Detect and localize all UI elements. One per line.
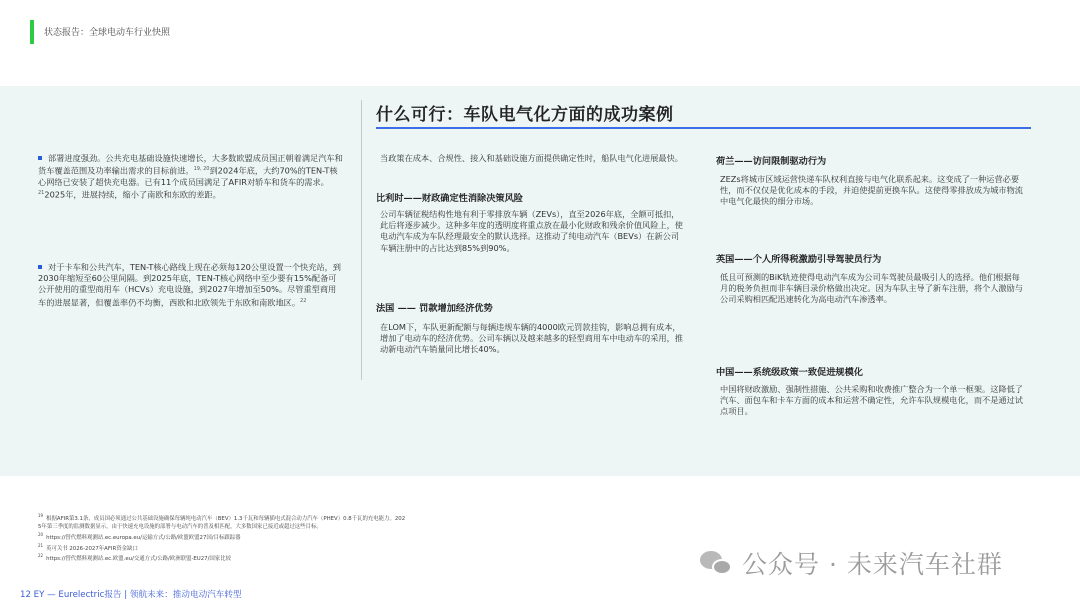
page-footer: 12 EY — Eurelectric报告 | 领航未来：推动电动汽车转型: [20, 590, 242, 600]
footnote-number: 20: [38, 531, 44, 537]
case-body-belgium: 公司车辆征税结构性地有利于零排放车辆（ZEVs），直至2026年底，全额可抵扣，此后将逐步减少。这种多年度的透明度将重点放在最小化财政和残余价值风险上，使电动汽车成为车队经理最安全的默认选择。这推动了纯电动汽车（BEVs）在新公司车辆注册中的占比达到85%到90%。: [380, 209, 683, 253]
case-body-netherlands: ZEZs将城市区域运营快递车队权利直接与电气化联系起来。这变成了一种运营必要性，而不仅仅是优化成本的手段，并迫使提前更换车队。这使得零排放成为城市物流中电气化最快的细分市场。: [720, 174, 1023, 207]
footnote-number: 19: [38, 513, 44, 518]
wechat-icon: [700, 547, 732, 579]
footnote-link[interactable]: https://替代燃料观测站.ec.europa.eu/运输方式/公路/欧盟欧盟27国/目标跟踪器: [46, 534, 241, 541]
accent-bar: [30, 20, 34, 44]
footnote: [38, 531, 538, 542]
footnote: [38, 542, 538, 553]
watermark: [700, 545, 1003, 581]
case-heading-belgium: 比利时——财政确定性消除决策风险: [376, 193, 523, 204]
bullet-text: 部署进度强劲。公共充电基础设施快速增长，大多数欧盟成员国正朝着满足汽车和货车覆盖范围及功率输出需求的目标前进。: [38, 153, 343, 176]
footnote-ref[interactable]: 22: [300, 297, 307, 304]
report-tag: 状态报告：全球电动车行业快照: [44, 28, 171, 38]
footnote-ref[interactable]: 19, 20: [193, 166, 210, 173]
watermark-text: 公众号 · 未来汽车社群: [742, 550, 1003, 579]
footnote-number: 21: [38, 542, 44, 548]
footnotes: [38, 512, 538, 563]
footnote-text: 英可关书 2026-2027年AFIR资金缺口: [46, 545, 138, 552]
intro-paragraph: 当政策在成本、合规性、接入和基础设施方面提供确定性时，船队电气化进展最快。: [380, 153, 683, 163]
footnote-text: 根据AFIR第3.1条，成员国必须通过公共基础设施确保每辆纯电动汽车（BEV）1.3千瓦和每辆插电式混合动力汽车（PHEV）0.8千瓦的充电能力。202: [46, 515, 406, 522]
case-heading-china: 中国——系统级政策一致促进规模化: [716, 367, 863, 378]
footnote: [38, 523, 538, 531]
footnote-number: 22: [38, 553, 44, 559]
bullet-square-icon: [38, 156, 42, 160]
case-body-france: 在LOM下，车队更新配额与每辆违规车辆的4000欧元罚款挂钩，影响总拥有成本，增加了电动车的经济优势。公司车辆以及越来越多的轻型商用车中电动车的采用，推动新电动汽车销量同比增长40%。: [380, 322, 683, 355]
footnote-text: 5年第三季度的监测数据显示，由于快速充电设施的部署与电动汽车的普及相匹配，大多数国家已接近或超过这些目标。: [38, 523, 322, 530]
bullet-text: 对于卡车和公共汽车，TEN-T核心路线上现在必须每120公里设置一个快充站，到2030年缩短至60公里间隔。到2025年底，TEN-T核心网络中至少要有15%配备可公开使用的重型商用车（HCVs）充电设施，到2027年增加至50%。尽管重型商用车的进展显著，但覆盖率仍不均衡，西欧和北欧领先于东欧和南欧地区。: [38, 262, 341, 308]
bullet-square-icon: [38, 265, 42, 269]
case-heading-netherlands: 荷兰——访问限制驱动行为: [716, 156, 827, 167]
case-heading-france: 法国 —— 罚款增加经济优势: [376, 303, 493, 314]
bullet-deployment: [38, 153, 344, 201]
column-divider: [361, 100, 362, 380]
footnote-ref[interactable]: 21: [38, 190, 45, 197]
bullet-text: 到2024年底，大约70%的TEN-T核心网络已安装了超快充电器。已有11个成员国满足了AFIR对轿车和货车的需求。: [38, 165, 338, 188]
footnote: [38, 512, 538, 523]
bullet-trucks: [38, 262, 344, 309]
bullet-text: 2025年，进展持续，缩小了南欧和东欧的差距。: [44, 190, 221, 201]
case-body-uk: 低且可预测的BiK轨迹使得电动汽车成为公司车驾驶员最吸引人的选择。他们根据每月的税务负担而非车辆目录价格做出决定。因为车队主导了新车注册，将个人激励与公司采购相匹配迅速转化为高电动汽车渗透率。: [720, 272, 1023, 305]
title-underline: [376, 127, 1031, 129]
page-title: 什么可行：车队电气化方面的成功案例: [376, 105, 674, 125]
footnote-link[interactable]: https://替代燃料观测站.ec.欧盟.eu/交通方式/公路/欧洲联盟-EU27/国家比较: [46, 556, 231, 563]
case-heading-uk: 英国——个人所得税激励引导驾驶员行为: [716, 254, 882, 265]
footnote: [38, 552, 538, 563]
case-body-china: 中国将财政激励、强制性措施、公共采购和收费推广整合为一个单一框架。这降低了汽车、面包车和卡车方面的成本和运营不确定性，允许车队规模电化，而不是通过试点项目。: [720, 384, 1023, 417]
